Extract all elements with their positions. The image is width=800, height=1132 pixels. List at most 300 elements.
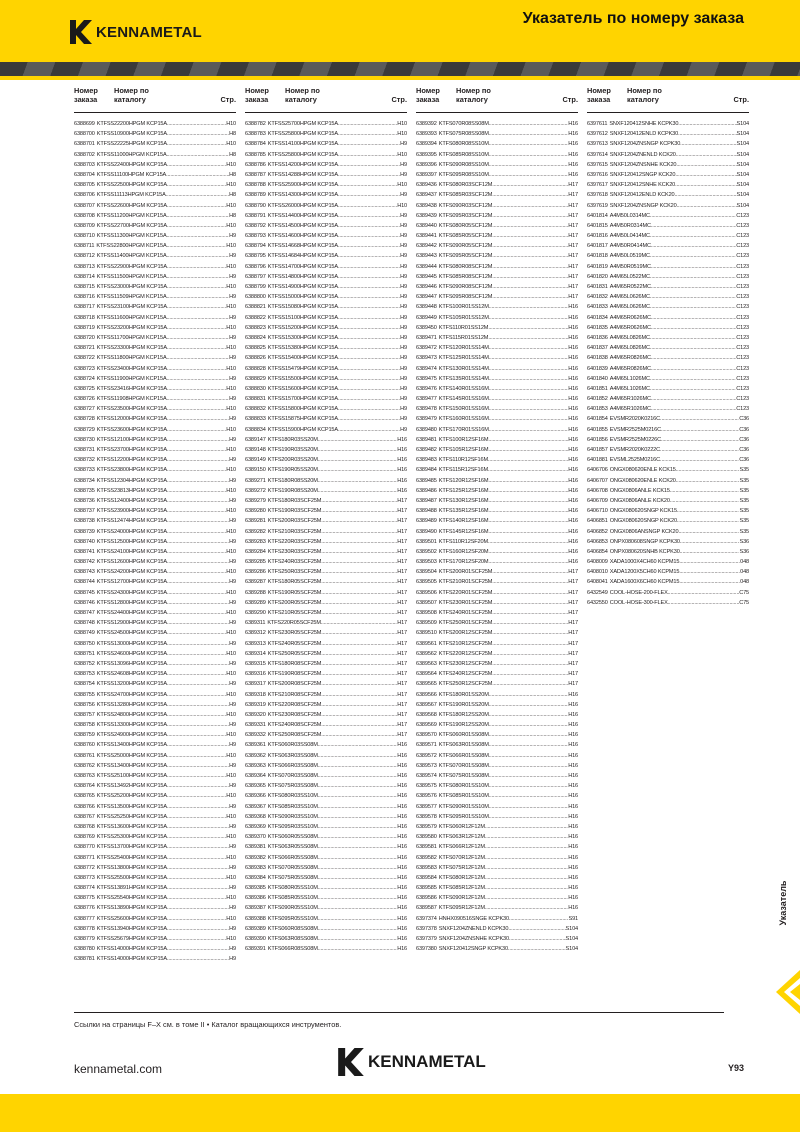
page-ref[interactable]: S104: [565, 925, 578, 932]
page-ref[interactable]: H16: [568, 314, 578, 321]
page-ref[interactable]: H17: [397, 589, 407, 596]
page-ref[interactable]: H10: [226, 202, 236, 209]
page-ref[interactable]: H9: [229, 233, 236, 240]
page-ref[interactable]: H16: [568, 691, 578, 698]
page-ref[interactable]: S104: [736, 141, 749, 148]
page-ref[interactable]: H16: [568, 121, 578, 127]
page-ref[interactable]: H17: [397, 722, 407, 729]
page-ref[interactable]: H10: [397, 182, 407, 189]
page-ref[interactable]: H16: [568, 905, 578, 912]
page-ref[interactable]: C123: [736, 263, 749, 270]
page-ref[interactable]: H10: [226, 895, 236, 902]
page-ref[interactable]: H10: [226, 447, 236, 453]
page-ref[interactable]: H9: [400, 233, 407, 240]
page-ref[interactable]: H16: [568, 304, 578, 311]
page-ref[interactable]: H9: [400, 314, 407, 321]
page-ref[interactable]: H16: [397, 823, 407, 830]
page-ref[interactable]: H16: [568, 385, 578, 392]
page-ref[interactable]: H9: [229, 294, 236, 301]
page-ref[interactable]: H16: [568, 885, 578, 892]
page-ref[interactable]: H16: [397, 742, 407, 749]
page-ref[interactable]: H16: [568, 895, 578, 902]
page-ref[interactable]: H8: [229, 192, 236, 199]
page-ref[interactable]: H9: [229, 640, 236, 647]
page-ref[interactable]: H17: [568, 284, 578, 290]
page-ref[interactable]: H16: [568, 334, 578, 341]
page-ref[interactable]: H9: [229, 620, 236, 627]
page-ref[interactable]: H10: [226, 752, 236, 759]
page-ref[interactable]: H17: [568, 263, 578, 270]
page-ref[interactable]: H16: [568, 324, 578, 331]
page-ref[interactable]: H10: [226, 345, 236, 352]
page-ref[interactable]: H16: [568, 161, 578, 168]
page-ref[interactable]: H9: [229, 273, 236, 280]
page-ref[interactable]: H10: [226, 936, 236, 942]
page-ref[interactable]: C123: [736, 212, 749, 219]
page-ref[interactable]: H8: [229, 151, 236, 158]
page-ref[interactable]: S35: [739, 477, 749, 484]
page-ref[interactable]: H17: [397, 620, 407, 627]
page-ref[interactable]: H17: [568, 599, 578, 606]
page-ref[interactable]: H9: [400, 273, 407, 280]
page-ref[interactable]: H16: [568, 701, 578, 708]
page-ref[interactable]: C123: [736, 304, 749, 311]
page-ref[interactable]: C36: [739, 426, 749, 433]
page-ref[interactable]: 048: [740, 579, 749, 586]
page-ref[interactable]: S35: [739, 487, 749, 494]
page-ref[interactable]: C123: [736, 243, 749, 250]
page-ref[interactable]: C123: [736, 365, 749, 372]
page-ref[interactable]: H9: [229, 925, 236, 932]
page-ref[interactable]: H16: [397, 803, 407, 810]
page-ref[interactable]: H16: [568, 732, 578, 739]
page-ref[interactable]: H17: [397, 538, 407, 545]
page-ref[interactable]: H16: [568, 365, 578, 372]
page-ref[interactable]: S35: [739, 518, 749, 525]
page-ref[interactable]: C123: [736, 406, 749, 413]
page-ref[interactable]: H9: [400, 324, 407, 331]
page-ref[interactable]: H9: [400, 243, 407, 250]
page-ref[interactable]: H16: [568, 355, 578, 362]
page-ref[interactable]: H10: [226, 610, 236, 616]
page-ref[interactable]: H9: [229, 396, 236, 403]
page-ref[interactable]: H9: [400, 212, 407, 219]
page-ref[interactable]: S104: [565, 946, 578, 953]
page-ref[interactable]: S104: [736, 182, 749, 189]
page-ref[interactable]: S104: [736, 161, 749, 168]
page-ref[interactable]: H16: [397, 457, 407, 464]
page-ref[interactable]: H16: [397, 936, 407, 942]
page-ref[interactable]: H16: [568, 426, 578, 433]
page-ref[interactable]: H16: [568, 171, 578, 178]
page-ref[interactable]: H10: [226, 793, 236, 800]
page-ref[interactable]: S35: [739, 508, 749, 515]
page-ref[interactable]: H8: [229, 212, 236, 219]
page-ref[interactable]: H10: [226, 141, 236, 148]
page-ref[interactable]: H10: [226, 834, 236, 841]
side-tab[interactable]: [770, 930, 800, 1040]
page-ref[interactable]: H16: [397, 813, 407, 820]
page-ref[interactable]: H16: [568, 345, 578, 352]
page-ref[interactable]: C123: [736, 334, 749, 341]
page-ref[interactable]: H16: [568, 722, 578, 729]
page-ref[interactable]: H16: [397, 834, 407, 841]
page-ref[interactable]: H9: [229, 742, 236, 749]
page-ref[interactable]: H9: [229, 375, 236, 382]
page-ref[interactable]: H9: [229, 885, 236, 892]
page-ref[interactable]: H10: [226, 426, 236, 433]
page-ref[interactable]: S36: [739, 538, 749, 545]
page-ref[interactable]: H16: [397, 905, 407, 912]
page-ref[interactable]: H16: [568, 844, 578, 851]
page-ref[interactable]: H17: [568, 671, 578, 678]
page-ref[interactable]: H10: [226, 732, 236, 739]
page-ref[interactable]: H9: [229, 722, 236, 729]
page-ref[interactable]: H17: [397, 559, 407, 566]
order-number: 6397614: [587, 151, 608, 158]
page-ref[interactable]: C123: [736, 324, 749, 331]
page-ref[interactable]: H17: [397, 548, 407, 555]
page-ref[interactable]: H9: [229, 956, 236, 963]
page-ref[interactable]: H17: [397, 691, 407, 698]
page-ref[interactable]: H10: [226, 569, 236, 576]
page-ref[interactable]: H9: [229, 762, 236, 769]
page-ref[interactable]: C123: [736, 355, 749, 362]
page-ref[interactable]: H16: [568, 548, 578, 555]
page-ref[interactable]: H9: [400, 406, 407, 413]
page-ref[interactable]: H9: [229, 579, 236, 586]
page-ref[interactable]: H10: [226, 691, 236, 698]
page-ref[interactable]: H9: [400, 161, 407, 168]
page-ref[interactable]: S104: [736, 151, 749, 158]
page-ref[interactable]: H9: [400, 141, 407, 148]
page-ref[interactable]: H17: [397, 508, 407, 515]
page-ref[interactable]: H9: [400, 294, 407, 301]
page-ref[interactable]: H8: [229, 171, 236, 178]
page-ref[interactable]: H17: [397, 579, 407, 586]
page-ref[interactable]: H9: [229, 660, 236, 667]
page-ref[interactable]: H9: [400, 284, 407, 290]
page-ref[interactable]: H16: [397, 783, 407, 790]
page-ref[interactable]: H9: [229, 681, 236, 688]
page-ref[interactable]: H9: [229, 436, 236, 443]
page-ref[interactable]: S104: [736, 121, 749, 127]
page-ref[interactable]: C36: [739, 447, 749, 453]
page-ref[interactable]: H17: [397, 640, 407, 647]
page-ref[interactable]: H16: [397, 436, 407, 443]
page-ref[interactable]: H17: [397, 711, 407, 718]
page-ref[interactable]: H9: [229, 518, 236, 525]
page-ref[interactable]: H17: [397, 701, 407, 708]
page-ref[interactable]: H9: [229, 803, 236, 810]
page-ref[interactable]: H10: [226, 813, 236, 820]
page-ref[interactable]: H9: [229, 946, 236, 953]
page-ref[interactable]: C75: [739, 599, 749, 606]
page-ref[interactable]: H9: [400, 192, 407, 199]
page-ref[interactable]: H9: [400, 375, 407, 382]
page-ref[interactable]: H10: [226, 263, 236, 270]
page-ref[interactable]: C36: [739, 457, 749, 464]
page-ref[interactable]: H17: [568, 589, 578, 596]
page-ref[interactable]: H17: [568, 650, 578, 657]
page-ref[interactable]: H9: [229, 559, 236, 566]
page-ref[interactable]: H16: [568, 864, 578, 871]
page-ref[interactable]: H10: [226, 773, 236, 779]
page-ref[interactable]: H10: [397, 202, 407, 209]
page-ref[interactable]: S104: [736, 171, 749, 178]
page-ref[interactable]: H10: [226, 121, 236, 127]
page-ref[interactable]: S104: [736, 131, 749, 138]
page-ref[interactable]: S91: [568, 915, 578, 922]
page-ref[interactable]: H16: [397, 885, 407, 892]
page-ref[interactable]: H16: [568, 396, 578, 403]
page-ref[interactable]: H17: [568, 192, 578, 199]
page-ref[interactable]: H16: [568, 538, 578, 545]
page-ref[interactable]: H9: [229, 599, 236, 606]
page-ref[interactable]: S104: [736, 202, 749, 209]
page-ref[interactable]: H17: [397, 518, 407, 525]
page-ref[interactable]: H17: [568, 243, 578, 250]
page-ref[interactable]: H17: [568, 182, 578, 189]
page-ref[interactable]: H9: [400, 396, 407, 403]
footer-site-link[interactable]: kennametal.com: [74, 1062, 163, 1076]
page-ref[interactable]: H9: [400, 365, 407, 372]
page-ref[interactable]: H16: [397, 946, 407, 953]
page-ref[interactable]: H16: [568, 752, 578, 759]
page-ref[interactable]: H17: [568, 569, 578, 576]
page-ref[interactable]: H10: [397, 151, 407, 158]
page-ref[interactable]: H9: [229, 538, 236, 545]
page-ref[interactable]: H16: [397, 793, 407, 800]
page-ref[interactable]: H10: [226, 671, 236, 678]
page-ref[interactable]: H16: [568, 834, 578, 841]
page-ref[interactable]: H9: [229, 905, 236, 912]
page-ref[interactable]: H9: [229, 355, 236, 362]
page-ref[interactable]: H16: [568, 874, 578, 881]
page-ref[interactable]: H16: [568, 773, 578, 779]
page-ref[interactable]: H10: [397, 131, 407, 138]
page-ref[interactable]: H10: [226, 589, 236, 596]
page-ref[interactable]: H9: [400, 263, 407, 270]
page-ref[interactable]: H10: [226, 222, 236, 229]
page-ref[interactable]: H9: [229, 844, 236, 851]
page-ref[interactable]: H16: [568, 416, 578, 423]
page-ref[interactable]: H16: [568, 508, 578, 515]
page-ref[interactable]: S104: [565, 936, 578, 942]
page-ref[interactable]: H17: [568, 660, 578, 667]
page-ref[interactable]: H16: [568, 783, 578, 790]
page-ref[interactable]: H16: [397, 874, 407, 881]
page-ref[interactable]: H9: [229, 701, 236, 708]
page-ref[interactable]: H16: [568, 467, 578, 474]
page-ref[interactable]: H17: [568, 233, 578, 240]
page-ref[interactable]: H17: [568, 630, 578, 637]
page-ref[interactable]: H16: [397, 854, 407, 861]
page-ref[interactable]: C123: [736, 253, 749, 260]
page-ref[interactable]: H16: [568, 823, 578, 830]
page-ref[interactable]: H9: [229, 497, 236, 504]
page-ref[interactable]: H16: [568, 762, 578, 769]
page-ref[interactable]: H17: [397, 671, 407, 678]
page-ref[interactable]: H17: [568, 273, 578, 280]
page-ref[interactable]: H16: [568, 854, 578, 861]
page-ref[interactable]: H9: [400, 426, 407, 433]
page-ref[interactable]: H10: [226, 161, 236, 168]
page-ref[interactable]: H17: [568, 681, 578, 688]
page-ref[interactable]: H8: [229, 131, 236, 138]
page-ref[interactable]: H17: [397, 497, 407, 504]
page-ref[interactable]: H10: [226, 854, 236, 861]
page-ref[interactable]: H10: [226, 915, 236, 922]
page-ref[interactable]: C123: [736, 345, 749, 352]
page-ref[interactable]: C123: [736, 273, 749, 280]
page-ref[interactable]: H17: [568, 294, 578, 301]
page-ref[interactable]: H16: [568, 406, 578, 413]
page-ref[interactable]: H16: [397, 864, 407, 871]
page-ref[interactable]: H10: [226, 365, 236, 372]
page-ref[interactable]: H16: [568, 793, 578, 800]
page-ref[interactable]: C123: [736, 396, 749, 403]
page-ref[interactable]: H9: [400, 385, 407, 392]
page-ref[interactable]: H16: [568, 141, 578, 148]
page-ref[interactable]: H16: [568, 436, 578, 443]
page-ref[interactable]: H10: [226, 406, 236, 413]
page-ref[interactable]: H9: [400, 171, 407, 178]
page-ref[interactable]: H17: [397, 660, 407, 667]
page-ref[interactable]: C123: [736, 222, 749, 229]
page-ref[interactable]: H9: [229, 823, 236, 830]
page-ref[interactable]: H17: [397, 569, 407, 576]
page-ref[interactable]: H10: [226, 650, 236, 657]
page-ref[interactable]: H10: [397, 121, 407, 127]
page-ref[interactable]: H9: [400, 222, 407, 229]
page-ref[interactable]: H16: [397, 895, 407, 902]
page-ref[interactable]: H17: [568, 610, 578, 616]
page-ref[interactable]: H10: [226, 385, 236, 392]
page-ref[interactable]: H17: [397, 732, 407, 739]
page-ref[interactable]: H9: [229, 334, 236, 341]
page-ref[interactable]: H9: [400, 334, 407, 341]
page-ref[interactable]: H16: [568, 803, 578, 810]
page-ref[interactable]: H9: [229, 457, 236, 464]
page-ref[interactable]: H17: [568, 579, 578, 586]
order-number: 6401837: [587, 345, 608, 352]
page-ref[interactable]: H16: [568, 457, 578, 464]
page-ref[interactable]: H17: [568, 212, 578, 219]
page-ref[interactable]: H16: [568, 447, 578, 453]
page-ref[interactable]: H10: [226, 528, 236, 535]
page-ref[interactable]: H9: [400, 345, 407, 352]
page-ref[interactable]: C75: [739, 589, 749, 596]
page-ref[interactable]: H9: [229, 314, 236, 321]
page-ref[interactable]: H10: [226, 487, 236, 494]
page-ref[interactable]: H16: [568, 131, 578, 138]
page-ref[interactable]: H16: [397, 844, 407, 851]
page-ref[interactable]: C36: [739, 436, 749, 443]
page-ref[interactable]: H17: [568, 202, 578, 209]
page-ref[interactable]: S35: [739, 528, 749, 535]
page-ref[interactable]: H10: [226, 630, 236, 637]
page-ref[interactable]: H16: [568, 518, 578, 525]
page-ref[interactable]: H17: [568, 253, 578, 260]
page-ref[interactable]: H17: [397, 650, 407, 657]
page-ref[interactable]: H16: [568, 813, 578, 820]
page-ref[interactable]: S35: [739, 467, 749, 474]
page-ref[interactable]: C123: [736, 314, 749, 321]
page-ref[interactable]: S36: [739, 548, 749, 555]
page-ref[interactable]: H16: [397, 915, 407, 922]
page-ref[interactable]: H16: [397, 477, 407, 484]
page-ref[interactable]: H16: [568, 559, 578, 566]
page-ref[interactable]: H17: [397, 610, 407, 616]
page-ref[interactable]: H17: [397, 630, 407, 637]
page-ref[interactable]: H16: [568, 151, 578, 158]
page-ref[interactable]: S104: [736, 192, 749, 199]
page-ref[interactable]: C123: [736, 294, 749, 301]
page-ref[interactable]: H16: [397, 467, 407, 474]
page-ref[interactable]: H10: [226, 874, 236, 881]
page-ref[interactable]: H16: [397, 925, 407, 932]
page-ref[interactable]: H10: [226, 324, 236, 331]
page-ref[interactable]: H9: [229, 416, 236, 423]
page-ref[interactable]: H16: [568, 528, 578, 535]
page-ref[interactable]: H16: [397, 762, 407, 769]
page-ref[interactable]: C123: [736, 385, 749, 392]
page-ref[interactable]: C123: [736, 284, 749, 290]
page-ref[interactable]: H9: [229, 477, 236, 484]
page-ref[interactable]: H9: [400, 253, 407, 260]
page-ref[interactable]: H9: [229, 253, 236, 260]
page-ref[interactable]: H9: [229, 864, 236, 871]
page-ref[interactable]: H16: [397, 752, 407, 759]
page-ref[interactable]: S35: [739, 497, 749, 504]
page-ref[interactable]: H16: [568, 487, 578, 494]
page-ref[interactable]: H9: [400, 416, 407, 423]
page-ref[interactable]: H17: [397, 681, 407, 688]
page-ref[interactable]: H16: [568, 477, 578, 484]
page-ref[interactable]: H17: [397, 599, 407, 606]
page-ref[interactable]: H16: [568, 742, 578, 749]
page-ref[interactable]: C123: [736, 375, 749, 382]
page-ref[interactable]: 048: [740, 569, 749, 576]
page-ref[interactable]: H17: [568, 222, 578, 229]
page-ref[interactable]: H10: [226, 182, 236, 189]
page-ref[interactable]: H16: [397, 487, 407, 494]
page-ref[interactable]: H16: [568, 497, 578, 504]
order-number: 6389317: [245, 681, 266, 688]
page-ref[interactable]: H17: [568, 620, 578, 627]
page-ref[interactable]: C123: [736, 233, 749, 240]
page-ref[interactable]: H10: [226, 304, 236, 311]
page-ref[interactable]: H16: [397, 773, 407, 779]
page-ref[interactable]: H10: [226, 508, 236, 515]
page-ref[interactable]: H10: [226, 548, 236, 555]
page-ref[interactable]: H16: [397, 447, 407, 453]
page-ref[interactable]: H9: [400, 304, 407, 311]
page-ref[interactable]: C36: [739, 416, 749, 423]
page-ref[interactable]: H17: [568, 640, 578, 647]
page-ref[interactable]: H10: [226, 467, 236, 474]
page-ref[interactable]: H10: [226, 243, 236, 250]
page-ref[interactable]: H16: [568, 711, 578, 718]
page-ref[interactable]: H10: [226, 284, 236, 290]
page-ref[interactable]: H16: [568, 375, 578, 382]
page-ref[interactable]: H9: [229, 783, 236, 790]
page-ref[interactable]: H17: [397, 528, 407, 535]
page-ref[interactable]: 048: [740, 559, 749, 566]
page-ref[interactable]: H9: [400, 355, 407, 362]
page-ref[interactable]: H10: [226, 711, 236, 718]
